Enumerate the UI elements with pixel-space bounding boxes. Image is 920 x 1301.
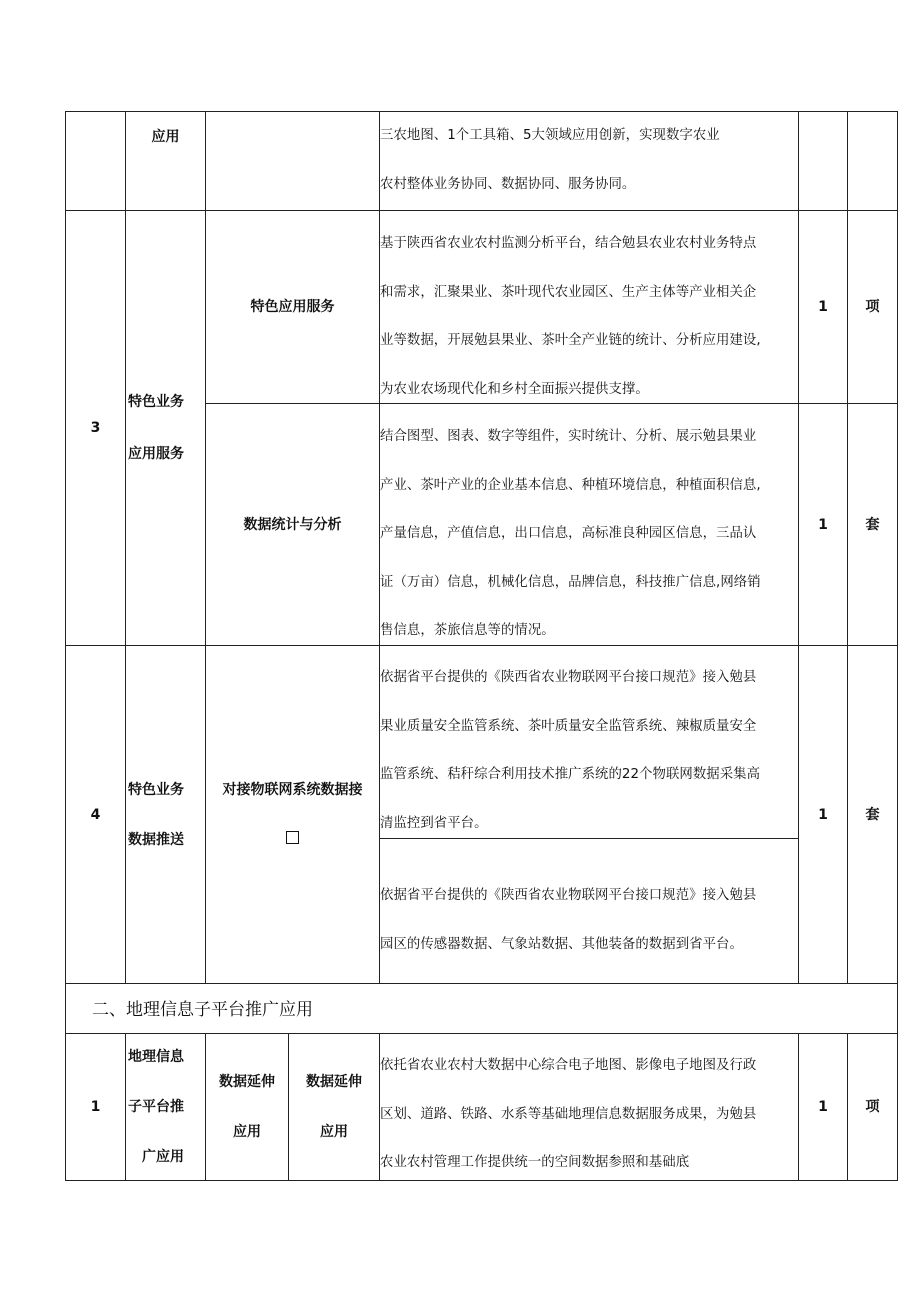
category-cell: 应用 xyxy=(151,129,180,145)
table-border-right xyxy=(897,111,898,1181)
row-number: 3 xyxy=(90,420,101,436)
description-cell: 依据省平台提供的《陕西省农业物联网平台接口规范》接入勉县 果业质量安全监管系统、茶叶质量安全监管系统、辣椒质量安全 监管系统、秸秆综合利用技术推广系统的22个物联网数据采集高 清监控到省平台。 xyxy=(380,670,761,831)
item-name: 数据延伸 应用 xyxy=(219,1074,275,1140)
row-number: 4 xyxy=(90,806,101,823)
description-cell: 依托省农业农村大数据中心综合电子地图、影像电子地图及行政 区划、道路、铁路、水系等基础地理信息数据服务成果，为勉县 农业农村管理工作提供统一的空间数据参照和基础底 xyxy=(380,1058,757,1170)
item-name: 特色应用服务 xyxy=(250,299,335,315)
unit-cell: 套 xyxy=(865,516,880,533)
description-cell: 三农地图、1个工具箱、5大领域应用创新，实现数字农业 农村整体业务协同、数据协同、服务协同。 xyxy=(380,128,720,192)
quantity-cell: 1 xyxy=(818,516,828,533)
sub-item-name: 数据延伸 应用 xyxy=(306,1074,362,1140)
item-name: 数据统计与分析 xyxy=(243,516,342,533)
unit-cell: 项 xyxy=(865,1099,880,1115)
category-cell: 地理信息 子平台推 广应用 xyxy=(128,1049,184,1165)
category-cell: 特色业务 数据推送 xyxy=(128,781,184,848)
section-title: 二、地理信息子平台推广应用 xyxy=(92,1000,313,1020)
description-cell: 结合图型、图表、数字等组件，实时统计、分析、展示勉县果业 产业、茶叶产业的企业基本信息、种植环境信息，种植面积信息, 产量信息，产值信息，出口信息，高标准良种园区信息，三品认 证（万亩）信息，机械化信息，品牌信息，科技推广信息,网络销 售信息，茶旅信息等的情况。 xyxy=(380,429,761,638)
quantity-cell: 1 xyxy=(818,299,828,315)
quantity-cell: 1 xyxy=(818,806,828,823)
quantity-cell: 1 xyxy=(818,1099,828,1115)
row-divider xyxy=(65,983,898,984)
unit-cell: 项 xyxy=(865,299,880,315)
unit-cell: 套 xyxy=(865,806,880,823)
description-cell: 依据省平台提供的《陕西省农业物联网平台接口规范》接入勉县 园区的传感器数据、气象站数据、其他装备的数据到省平台。 xyxy=(380,888,757,952)
description-cell: 基于陕西省农业农村监测分析平台，结合勉县农业农村业务特点 和需求，汇聚果业、茶叶现代农业园区、生产主体等产业相关企 业等数据，开展勉县果业、茶叶全产业链的统计、分析应用建设, 为农业农场现代化和乡村全面振兴提供支撑。 xyxy=(380,236,761,397)
row-number: 1 xyxy=(90,1099,101,1115)
item-name: 对接物联网系统数据接 xyxy=(206,646,379,983)
checkbox-icon xyxy=(286,831,299,844)
category-cell: 特色业务 应用服务 xyxy=(128,394,184,462)
